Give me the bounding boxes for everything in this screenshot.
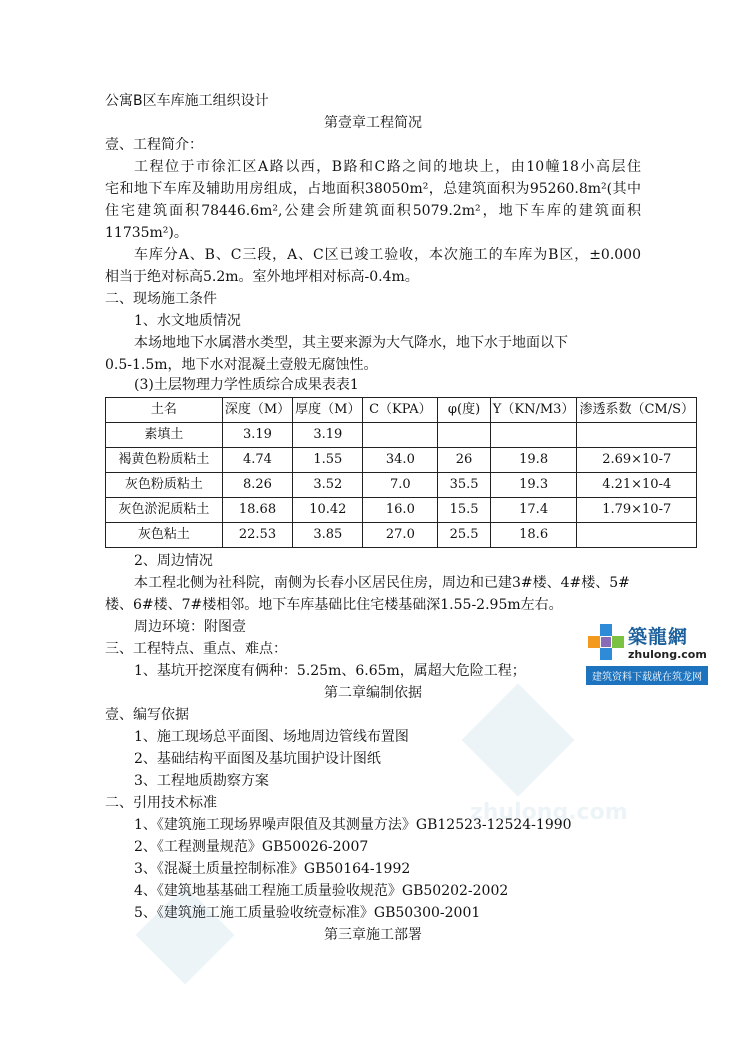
subsection-heading: 1、水文地质情况 (134, 313, 241, 329)
paragraph-line: 本场地地下水属潜水类型，其主要来源为大气降水，地下水于地面以下 (134, 335, 568, 351)
section-heading: 二、引用技术标准 (105, 795, 217, 811)
list-item: 3、《混凝土质量控制标准》GB50164-1992 (134, 861, 411, 877)
column-header: 深度（M） (222, 398, 292, 423)
paragraph-line: 相当于绝对标高5.2m。室外地坪相对标高-0.4m。 (105, 269, 419, 285)
paragraph-line: 住宅建筑面积78446.6m²,公建会所建筑面积5079.2m²，地下车库的建筑面积 (105, 203, 641, 219)
list-item: 2、基础结构平面图及基坑围护设计图纸 (134, 751, 381, 767)
table-cell: 35.5 (438, 473, 490, 498)
table-row (106, 523, 697, 548)
table-cell: 19.3 (490, 473, 577, 498)
table-cell: 3.19 (222, 423, 292, 448)
table-cell: 3.19 (293, 423, 363, 448)
table-cell: 4.74 (222, 448, 292, 473)
paragraph-line: 本工程北侧为社科院，南侧为长春小区居民住房，周边和已建3#楼、4#楼、5# (134, 575, 630, 591)
logo-domain: zhulong.com (628, 648, 707, 661)
subsection-heading: 2、周边情况 (134, 553, 213, 569)
table-cell (438, 423, 490, 448)
list-item: 2、《工程测量规范》GB50026-2007 (134, 839, 369, 855)
column-header: φ(度) (438, 398, 490, 423)
paragraph-line: 宅和地下车库及辅助用房组成，占地面积38050m²，总建筑面积为95260.8m²(其中 (105, 181, 641, 197)
document-header: 公寓B区车库施工组织设计 (105, 93, 269, 109)
table-cell: 2.69×10-7 (577, 448, 697, 473)
column-header: 土名 (106, 398, 223, 423)
table-cell (577, 423, 697, 448)
paragraph-line: 周边环境：附图壹 (134, 619, 246, 635)
list-item: 1、施工现场总平面图、场地周边管线布置图 (134, 729, 409, 745)
table-cell: 8.26 (222, 473, 292, 498)
table-cell: 18.6 (490, 523, 577, 548)
table-caption: (3)土层物理力学性质综合成果表表1 (134, 377, 359, 393)
list-item: 1、《建筑施工现场界噪声限值及其测量方法》GB12523-12524-1990 (134, 817, 572, 833)
column-header: 厚度（M） (293, 398, 363, 423)
table-row (106, 473, 697, 498)
table-cell: 10.42 (293, 498, 363, 523)
table-cell: 17.4 (490, 498, 577, 523)
table-cell: 15.5 (438, 498, 490, 523)
table-cell: 1.79×10-7 (577, 498, 697, 523)
table-cell: 素填土 (106, 423, 223, 448)
table-row (106, 423, 697, 448)
section-heading: 二、现场施工条件 (105, 291, 217, 307)
logo-mark-icon (588, 624, 624, 660)
table-cell: 灰色淤泥质粘土 (106, 498, 223, 523)
paragraph-line: 0.5-1.5m，地下水对混凝土壹般无腐蚀性。 (105, 357, 378, 373)
list-item: 3、工程地质勘察方案 (134, 773, 269, 789)
table-cell: 7.0 (363, 473, 438, 498)
table-cell: 3.52 (293, 473, 363, 498)
table-cell: 16.0 (363, 498, 438, 523)
list-item: 4、《建筑地基基础工程施工质量验收规范》GB50202-2002 (134, 883, 509, 899)
table-cell: 22.53 (222, 523, 292, 548)
zhulong-logo (586, 622, 710, 694)
table-cell: 灰色粘土 (106, 523, 223, 548)
table-cell: 25.5 (438, 523, 490, 548)
chapter-1-title: 第壹章工程简况 (324, 115, 422, 131)
table-cell: 灰色粉质粘土 (106, 473, 223, 498)
list-item: 5、《建筑施工施工质量验收统壹标准》GB50300-2001 (134, 905, 481, 921)
table-cell (363, 423, 438, 448)
table-cell (577, 523, 697, 548)
chapter-2-title: 第二章编制依据 (324, 685, 422, 701)
paragraph-line: 工程位于市徐汇区A路以西，B路和C路之间的地块上，由10幢18小高层住 (134, 159, 641, 175)
column-header: Y（KN/M3） (490, 398, 577, 423)
table-row (106, 448, 697, 473)
table-row (106, 498, 697, 523)
logo-slogan: 建筑资料下载就在筑龙网 (586, 666, 708, 685)
column-header: 渗透系数（CM/S） (577, 398, 697, 423)
table-cell: 34.0 (363, 448, 438, 473)
column-header: C（KPA） (363, 398, 438, 423)
table-cell: 19.8 (490, 448, 577, 473)
table-header-row (106, 398, 697, 423)
watermark-text: zhulong.com (470, 800, 628, 825)
paragraph-line: 11735m²)。 (105, 225, 188, 241)
paragraph-line: 车库分A、B、C三段，A、C区已竣工验收，本次施工的车库为B区，±0.000 (134, 247, 641, 263)
logo-name: 築龍網 (628, 626, 689, 648)
table-cell: 褐黄色粉质粘土 (106, 448, 223, 473)
list-item: 1、基坑开挖深度有俩种：5.25m、6.65m，属超大危险工程； (134, 663, 526, 679)
table-cell: 27.0 (363, 523, 438, 548)
table-cell: 1.55 (293, 448, 363, 473)
paragraph-line: 楼、6#楼、7#楼相邻。地下车库基础比住宅楼基础深1.55-2.95m左右。 (105, 597, 563, 613)
table-cell: 26 (438, 448, 490, 473)
table-cell: 4.21×10-4 (577, 473, 697, 498)
table-cell: 18.68 (222, 498, 292, 523)
table-cell: 3.85 (293, 523, 363, 548)
soil-properties-table (105, 397, 697, 548)
section-heading: 三、工程特点、重点、难点： (105, 641, 287, 657)
chapter-3-title: 第三章施工部署 (324, 927, 422, 943)
section-heading: 壹、工程简介： (105, 137, 203, 153)
section-heading: 壹、编写依据 (105, 707, 189, 723)
table-cell (490, 423, 577, 448)
